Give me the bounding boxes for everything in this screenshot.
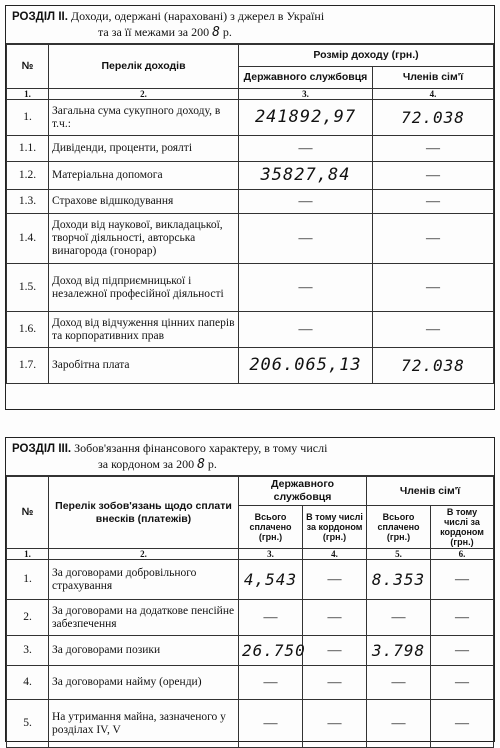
row-name: Доход від підприємницької і незалежної професійної діяльності: [49, 264, 239, 312]
row-family-total: —: [367, 700, 431, 748]
section-3: [5, 437, 495, 742]
row-no: 1.1.: [7, 136, 49, 162]
section-2-title-line1: Доходи, одержані (нараховані) з джерел в Україні: [70, 9, 325, 23]
col-header-list: Перелік зобов'язань щодо сплати внесків (платежів): [49, 477, 239, 549]
row-family-value: —: [373, 214, 494, 264]
col-header-total-paid: Всього сплачено (грн.): [367, 506, 431, 549]
row-official-total: 26.750: [239, 636, 303, 666]
income-table: [6, 44, 494, 384]
col-header-family: Членів сім'ї: [367, 477, 494, 506]
row-official-value: —: [239, 214, 373, 264]
row-no: 1.: [7, 100, 49, 136]
colnum: 5.: [367, 549, 431, 560]
row-family-value: —: [373, 136, 494, 162]
col-header-abroad: В тому числі за кордоном (грн.): [303, 506, 367, 549]
col-header-list: Перелік доходів: [49, 45, 239, 89]
row-official-abroad: —: [303, 700, 367, 748]
row-name: Дивіденди, проценти, роялті: [49, 136, 239, 162]
row-no: 1.6.: [7, 312, 49, 348]
row-family-total: —: [367, 600, 431, 636]
table-row: [7, 100, 494, 136]
section-3-title-line2: за кордоном за 200: [98, 457, 195, 471]
colnum: 3.: [239, 549, 303, 560]
table-row: [7, 190, 494, 214]
row-no: 5.: [7, 700, 49, 748]
row-family-value: —: [373, 162, 494, 190]
colnum: 3.: [239, 89, 373, 100]
row-no: 4.: [7, 666, 49, 700]
row-no: 1.4.: [7, 214, 49, 264]
row-official-total: —: [239, 700, 303, 748]
row-official-abroad: —: [303, 636, 367, 666]
section-3-title-suffix: р.: [207, 457, 217, 471]
row-official-total: —: [239, 600, 303, 636]
row-family-total: —: [367, 666, 431, 700]
section-3-title: [6, 438, 494, 476]
row-no: 3.: [7, 636, 49, 666]
row-official-abroad: —: [303, 560, 367, 600]
col-header-official: Державного службовця: [239, 477, 367, 506]
row-name: Заробітна плата: [49, 348, 239, 384]
obligations-table: [6, 476, 494, 748]
table-row: [7, 600, 494, 636]
table-row: [7, 348, 494, 384]
colnum: 1.: [7, 549, 49, 560]
row-name: За договорами найму (оренди): [49, 666, 239, 700]
row-no: 1.3.: [7, 190, 49, 214]
row-name: Загальна сума сукупного доходу, в т.ч.:: [49, 100, 239, 136]
col-header-no: №: [7, 477, 49, 549]
row-official-total: 4,543: [239, 560, 303, 600]
row-family-abroad: —: [431, 700, 494, 748]
table-row: [7, 162, 494, 190]
row-family-abroad: —: [431, 560, 494, 600]
row-official-value: —: [239, 136, 373, 162]
row-name: Доходи від наукової, викладацької, творчої діяльності, авторська винагорода (гонорар): [49, 214, 239, 264]
colnum: 4.: [373, 89, 494, 100]
table-row: [7, 312, 494, 348]
section-2-title: [6, 6, 494, 44]
row-family-total: 3.798: [367, 636, 431, 666]
section-3-label: РОЗДІЛ ІІІ.: [12, 443, 72, 455]
table-row: [7, 214, 494, 264]
row-family-value: —: [373, 312, 494, 348]
row-official-abroad: —: [303, 666, 367, 700]
row-family-abroad: —: [431, 600, 494, 636]
row-official-value: 206.065,13: [239, 348, 373, 384]
colnum: 1.: [7, 89, 49, 100]
row-name: За договорами добровільного страхування: [49, 560, 239, 600]
section-3-title-line1: Зобов'язання фінансового характеру, в тому числі: [74, 441, 328, 455]
row-no: 1.: [7, 560, 49, 600]
col-header-family: Членів сім'ї: [373, 67, 494, 89]
row-no: 2.: [7, 600, 49, 636]
row-name: Матеріальна допомога: [49, 162, 239, 190]
row-family-abroad: —: [431, 666, 494, 700]
row-name: За договорами на додаткове пенсійне забезпечення: [49, 600, 239, 636]
row-no: 1.5.: [7, 264, 49, 312]
section-2-title-line2: та за її межами за 200: [98, 25, 210, 39]
colnum: 2.: [49, 89, 239, 100]
section-2: [5, 5, 495, 410]
row-family-abroad: —: [431, 636, 494, 666]
row-family-value: —: [373, 190, 494, 214]
col-header-total-paid: Всього сплачено (грн.): [239, 506, 303, 549]
table-row: [7, 636, 494, 666]
colnum: 6.: [431, 549, 494, 560]
row-family-value: 72.038: [373, 348, 494, 384]
section-2-year: 8: [212, 25, 220, 40]
colnum: 2.: [49, 549, 239, 560]
table-row: [7, 560, 494, 600]
row-family-value: 72.038: [373, 100, 494, 136]
colnum: 4.: [303, 549, 367, 560]
row-official-value: 35827,84: [239, 162, 373, 190]
col-header-size: Розмір доходу (грн.): [239, 45, 494, 67]
row-official-total: —: [239, 666, 303, 700]
row-name: Страхове відшкодування: [49, 190, 239, 214]
col-header-no: №: [7, 45, 49, 89]
section-3-year: 8: [197, 457, 205, 472]
row-name: На утримання майна, зазначеного у розділах IV, V: [49, 700, 239, 748]
row-family-total: 8.353: [367, 560, 431, 600]
row-official-value: —: [239, 312, 373, 348]
row-family-value: —: [373, 264, 494, 312]
row-name: Доход від відчуження цінних паперів та корпоративних прав: [49, 312, 239, 348]
row-official-value: —: [239, 264, 373, 312]
row-no: 1.7.: [7, 348, 49, 384]
table-row: [7, 700, 494, 748]
row-official-value: 241892,97: [239, 100, 373, 136]
table-row: [7, 666, 494, 700]
col-header-official: Державного службовця: [239, 67, 373, 89]
row-name: За договорами позики: [49, 636, 239, 666]
col-header-abroad: В тому числі за кордоном (грн.): [431, 506, 494, 549]
section-2-label: РОЗДІЛ ІІ.: [12, 11, 68, 23]
section-2-title-suffix: р.: [222, 25, 232, 39]
row-no: 1.2.: [7, 162, 49, 190]
row-official-value: —: [239, 190, 373, 214]
table-row: [7, 136, 494, 162]
row-official-abroad: —: [303, 600, 367, 636]
table-row: [7, 264, 494, 312]
